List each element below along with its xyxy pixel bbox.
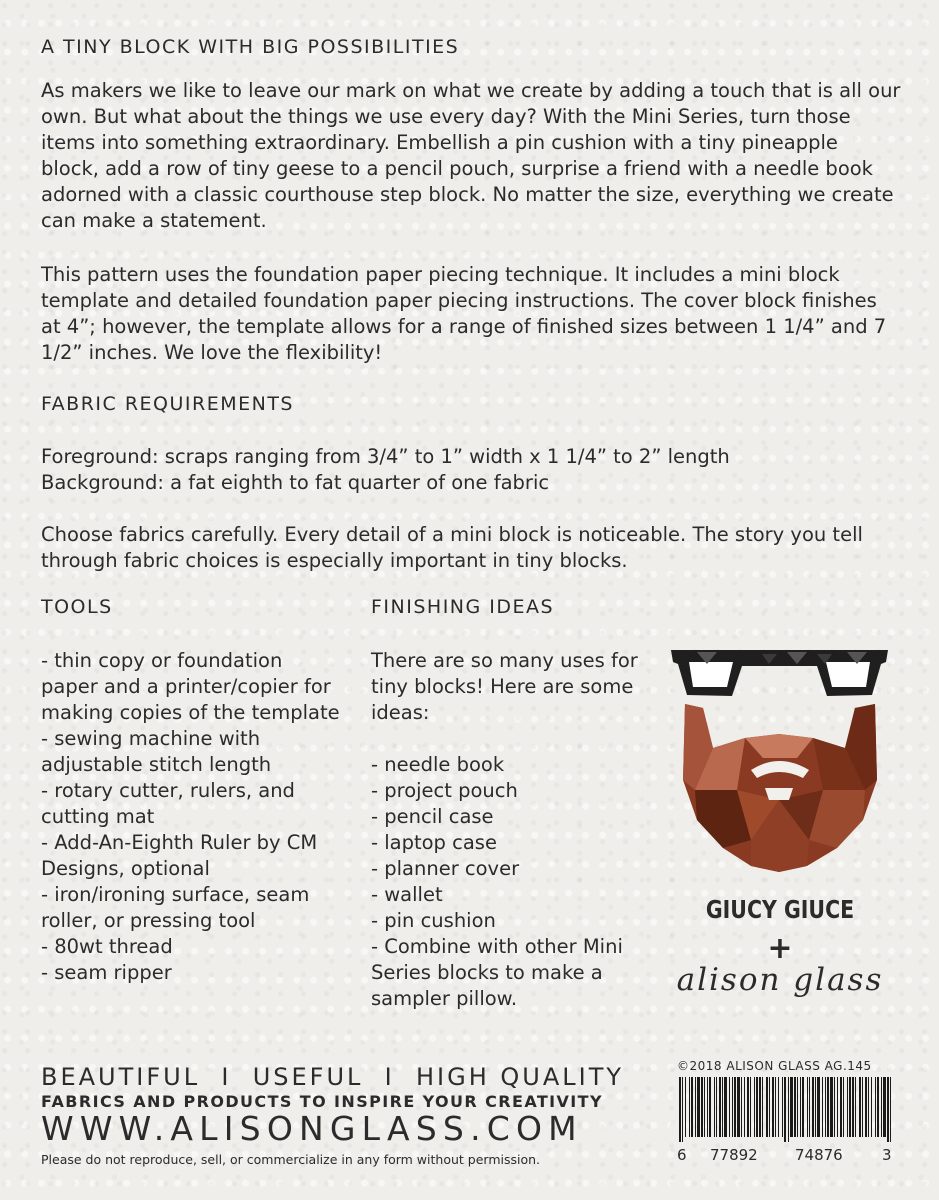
list-item: - 80wt thread	[41, 935, 173, 958]
barcode-bar	[837, 1077, 838, 1137]
barcode-bar	[744, 1077, 745, 1137]
barcode-bar	[868, 1077, 869, 1137]
barcode-bar	[887, 1077, 889, 1142]
finishing-ideas-intro: There are so many uses for tiny blocks! Here are some ideas:	[371, 649, 638, 724]
barcode-bar	[817, 1077, 820, 1137]
list-item: - seam ripper	[41, 961, 172, 984]
barcode-bar	[775, 1077, 776, 1137]
barcode-bar	[877, 1077, 879, 1137]
list-item: - Add-An-Eighth Ruler by CM Designs, optional	[41, 831, 318, 880]
barcode-bar	[707, 1077, 708, 1137]
giucy-giuce-logo: GIUCY GIUCE	[705, 895, 855, 924]
bearded-face-logo	[667, 640, 892, 876]
barcode-bar	[719, 1077, 721, 1137]
barcode-bar	[732, 1077, 733, 1137]
list-item: - rotary cutter, rulers, and cutting mat	[41, 779, 295, 828]
disclaimer: Please do not reproduce, sell, or commercialize in any form without permission.	[41, 1152, 541, 1167]
list-item: - needle book	[371, 753, 505, 776]
barcode-bar	[754, 1077, 755, 1137]
barcode-bar	[807, 1077, 808, 1137]
barcode-bar	[729, 1077, 730, 1137]
alison-glass-logo: alison glass	[676, 962, 884, 998]
list-item: - project pouch	[371, 779, 518, 802]
barcode-digit-group: 3	[882, 1146, 892, 1164]
barcode-bar	[871, 1077, 872, 1137]
barcode-bar	[855, 1077, 856, 1137]
page-title: A TINY BLOCK WITH BIG POSSIBILITIES	[41, 36, 460, 58]
barcode-bar	[834, 1077, 835, 1137]
barcode-bar	[722, 1077, 723, 1137]
glasses-icon	[671, 650, 888, 696]
list-item: - pin cushion	[371, 909, 496, 932]
beard-icon	[683, 704, 877, 872]
list-item: - iron/ironing surface, seam roller, or pressing tool	[41, 883, 310, 932]
barcode-bar	[862, 1077, 863, 1137]
barcode-bar	[682, 1077, 683, 1142]
barcode-bar	[716, 1077, 717, 1137]
list-item: - sewing machine with adjustable stitch length	[41, 727, 272, 776]
barcode	[677, 1077, 894, 1142]
barcode-bar	[782, 1077, 783, 1137]
list-item: - wallet	[371, 883, 443, 906]
barcode-bar	[709, 1077, 711, 1137]
list-item: - laptop case	[371, 831, 497, 854]
barcode-bar	[830, 1077, 833, 1137]
foreground-requirement: Foreground: scraps ranging from 3/4” to 1” width x 1 1/4” to 2” length	[41, 445, 730, 468]
intro-paragraph: As makers we like to leave our mark on what we create by adding a touch that is all our own. But what about the things we use every day? With the Mini Series, turn those items into something extraordinary. Embellish a pin cushion with a tiny pineapple block, add a row of tiny geese to a pencil pouch, surprise a friend with a needle book adorned with a classic courthouse step block. No matter the size, everything we create can make a statement.	[41, 79, 901, 232]
barcode-bar	[852, 1077, 854, 1137]
barcode-bar	[759, 1077, 761, 1137]
barcode-bar	[847, 1077, 848, 1137]
barcode-bar	[825, 1077, 826, 1137]
list-item: - Combine with other Mini Series blocks to make a sampler pillow.	[371, 935, 623, 1010]
fabric-note: Choose fabrics carefully. Every detail of a mini block is noticeable. The story you tell through fabric choices is especially important in tiny blocks.	[41, 523, 863, 572]
tools-list	[41, 648, 341, 986]
fabric-requirements-heading: FABRIC REQUIREMENTS	[41, 393, 294, 415]
barcode-bar	[685, 1077, 686, 1137]
barcode-bar	[815, 1077, 816, 1137]
barcode-bar	[812, 1077, 814, 1137]
barcode-bar	[890, 1077, 891, 1142]
barcode-bar	[843, 1077, 844, 1137]
barcode-digit-group: 77892	[710, 1146, 758, 1164]
barcode-bar	[750, 1077, 751, 1137]
barcode-bar	[800, 1077, 801, 1137]
barcode-bar	[679, 1077, 681, 1142]
finishing-ideas-list	[371, 752, 661, 1012]
barcode-bar	[794, 1077, 796, 1137]
fabric-requirements-list	[41, 444, 901, 496]
barcode-bar	[697, 1077, 700, 1137]
barcode-bar	[769, 1077, 770, 1137]
barcode-bar	[797, 1077, 798, 1137]
website-url: WWW.ALISONGLASS.COM	[41, 1109, 583, 1148]
barcode-bar	[741, 1077, 742, 1137]
barcode-bar	[714, 1077, 715, 1137]
barcode-bar	[840, 1077, 842, 1137]
barcode-bar	[849, 1077, 851, 1137]
barcode-bar	[695, 1077, 696, 1137]
barcode-bar	[827, 1077, 829, 1137]
barcode-bar	[859, 1077, 861, 1137]
sub-tagline: FABRICS AND PRODUCTS TO INSPIRE YOUR CREATIVITY	[41, 1092, 603, 1111]
finishing-ideas-heading: FINISHING IDEAS	[371, 596, 555, 618]
pattern-paragraph: This pattern uses the foundation paper piecing technique. It includes a mini block template and detailed foundation paper piecing instructions. The cover block finishes at 4”; however, the template allows for a range of finished sizes between 1 1/4” and 7 1/2” inches. We love the flexibility!	[41, 263, 887, 364]
barcode-bar	[772, 1077, 774, 1137]
barcode-bar	[790, 1077, 793, 1137]
barcode-bar	[701, 1077, 703, 1137]
barcode-bar	[865, 1077, 867, 1137]
barcode-bar	[756, 1077, 758, 1137]
barcode-bar	[704, 1077, 705, 1137]
barcode-bar	[788, 1077, 789, 1142]
barcode-bar	[689, 1077, 690, 1137]
barcode-bar	[883, 1077, 886, 1137]
tools-heading: TOOLS	[41, 596, 113, 618]
barcode-digit-group: 6	[677, 1146, 687, 1164]
list-item: - pencil case	[371, 805, 494, 828]
barcode-bar	[747, 1077, 749, 1137]
barcode-bar	[784, 1077, 786, 1142]
barcode-bar	[691, 1077, 693, 1137]
barcode-bar	[762, 1077, 763, 1137]
plus-sign: +	[767, 931, 793, 966]
barcode-bar	[809, 1077, 810, 1137]
copyright-notice: ©2018 ALISON GLASS AG.145	[677, 1059, 872, 1073]
barcode-digit-group: 74876	[795, 1146, 843, 1164]
list-item: - thin copy or foundation paper and a printer/copier for making copies of the template	[41, 649, 340, 724]
barcode-bar	[875, 1077, 876, 1137]
barcode-bar	[802, 1077, 804, 1137]
barcode-bar	[734, 1077, 736, 1137]
barcode-bar	[778, 1077, 779, 1137]
barcode-bar	[822, 1077, 823, 1137]
barcode-bar	[724, 1077, 727, 1137]
tagline: BEAUTIFUL I USEFUL I HIGH QUALITY	[41, 1063, 625, 1091]
barcode-bar	[881, 1077, 882, 1137]
background-requirement: Background: a fat eighth to fat quarter of one fabric	[41, 471, 550, 494]
barcode-bar	[766, 1077, 768, 1137]
barcode-bar	[737, 1077, 740, 1137]
list-item: - planner cover	[371, 857, 520, 880]
